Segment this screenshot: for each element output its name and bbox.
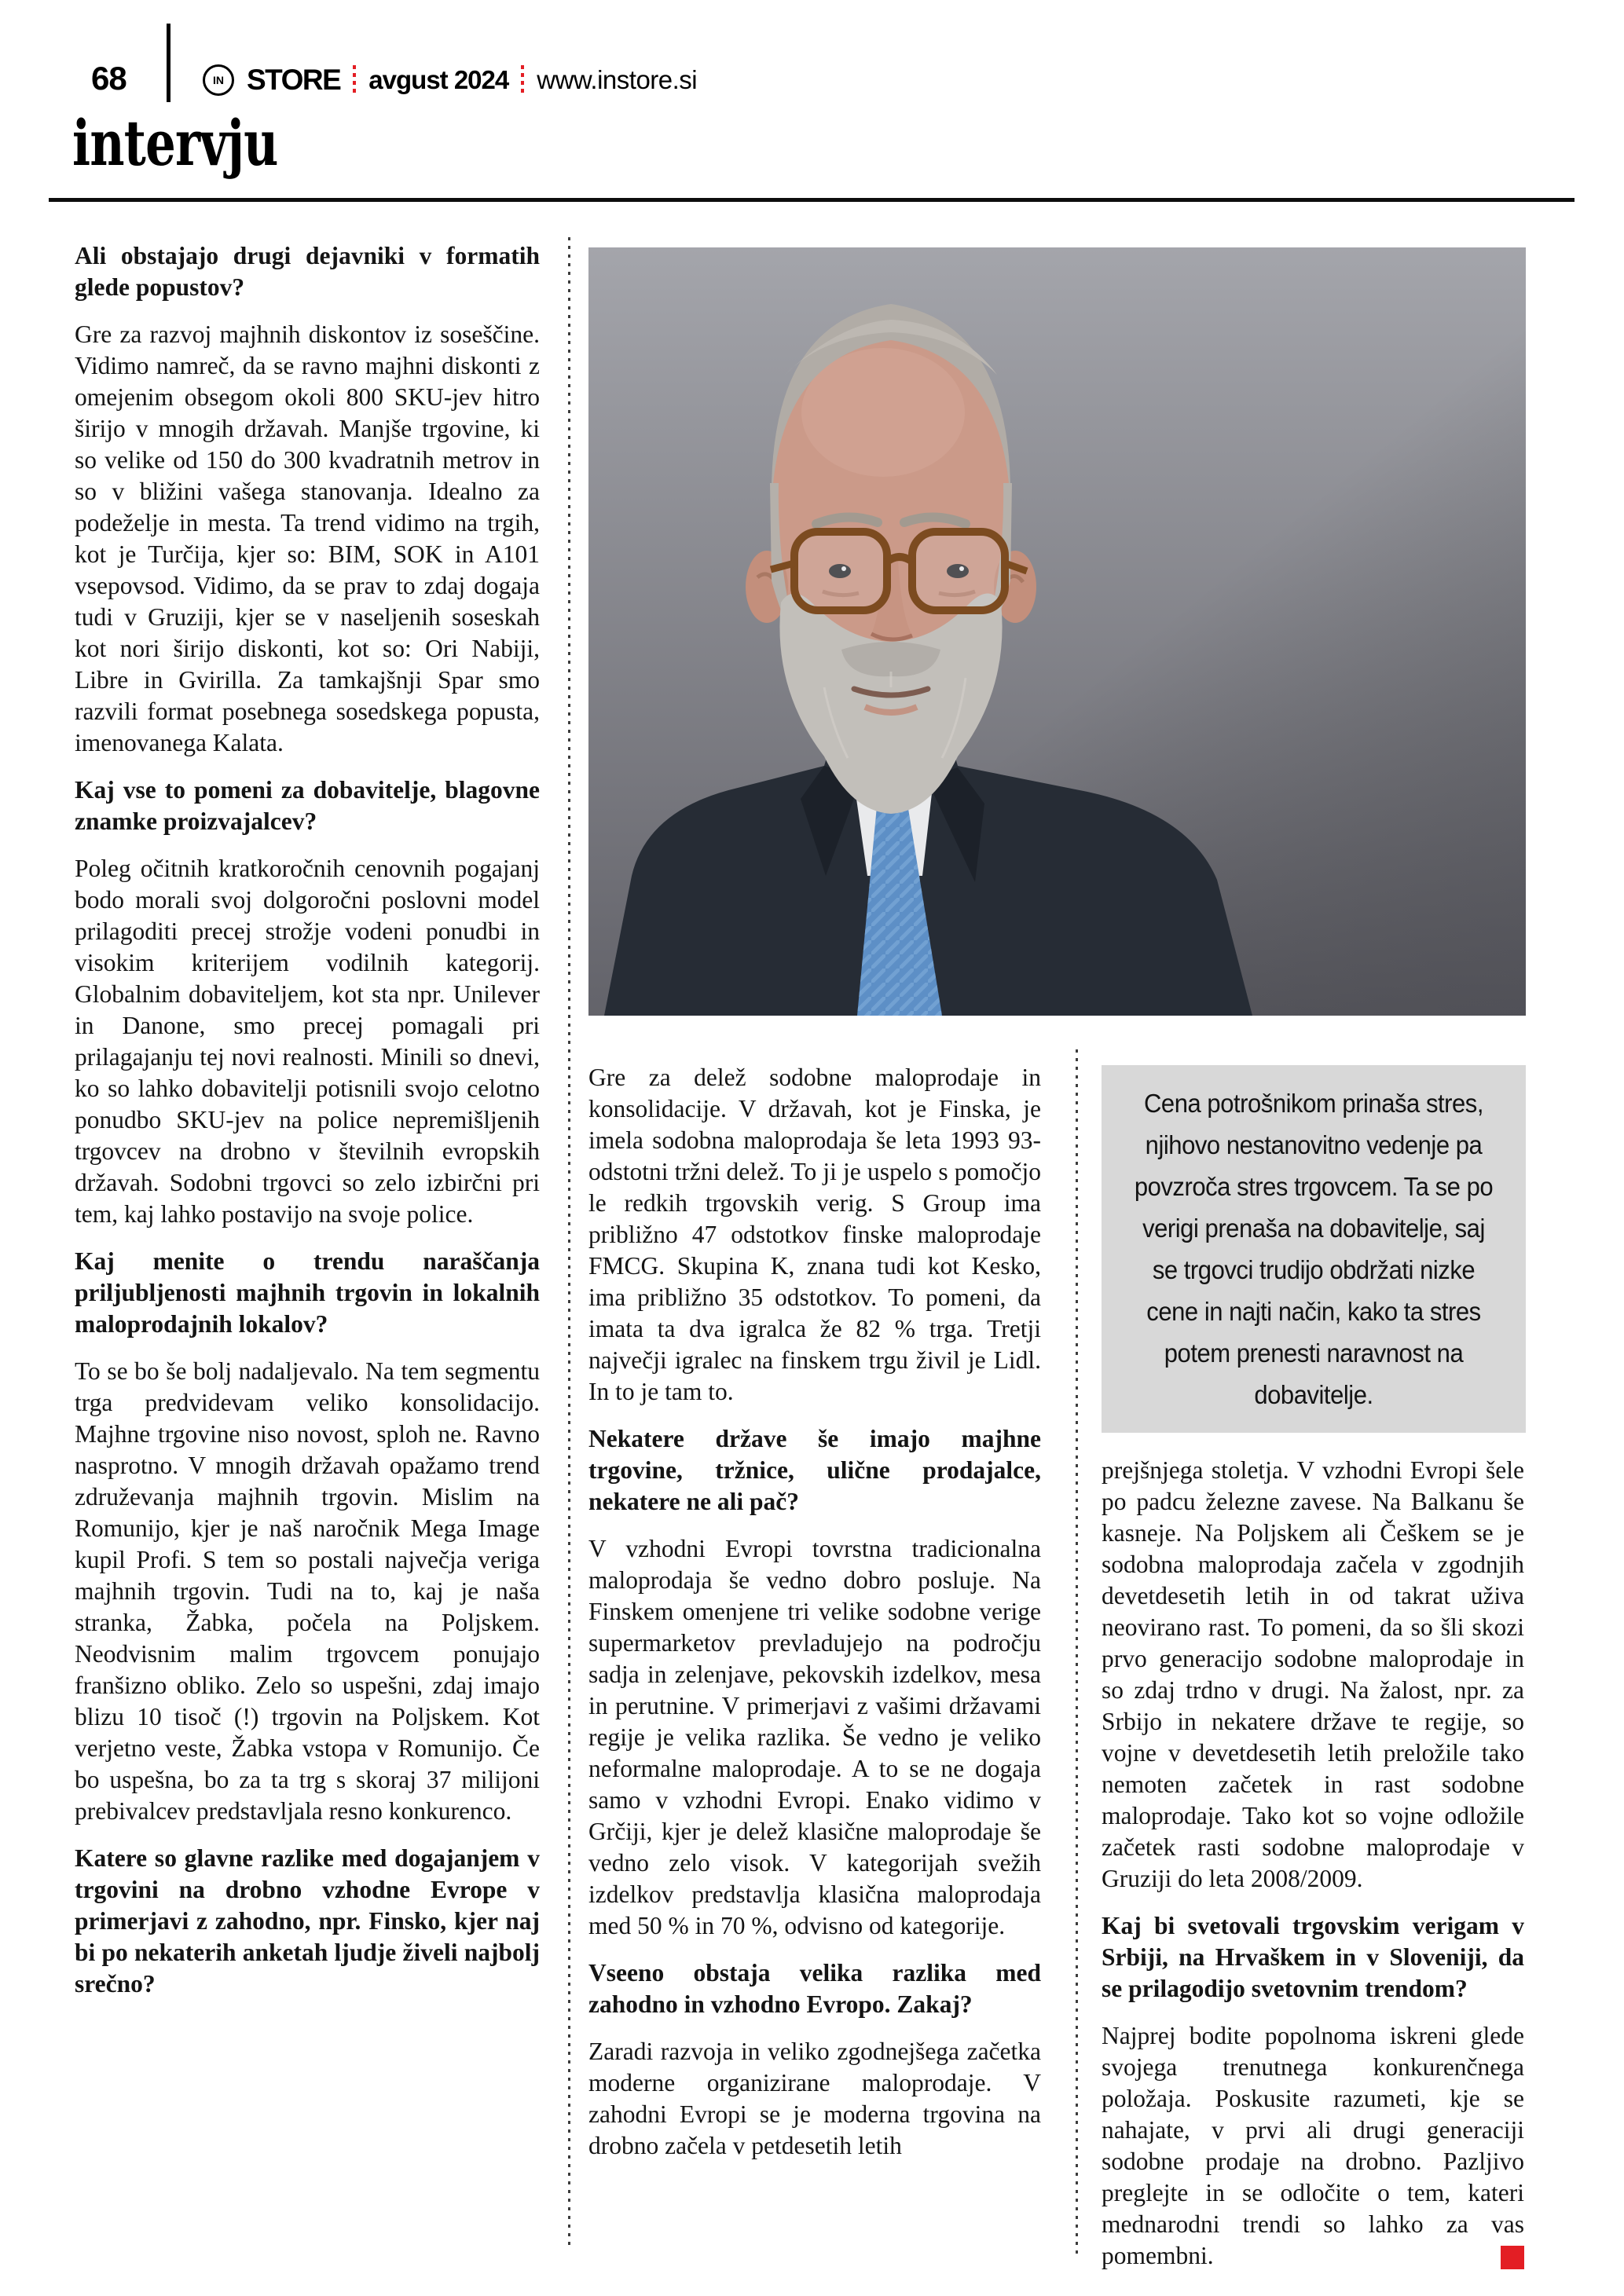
page-number: 68 (91, 60, 126, 97)
interview-question: Ali obstajajo drugi dejavniki v formatih glede popustov? (75, 242, 540, 301)
issue-date: avgust 2024 (368, 65, 509, 94)
pull-quote-box (1102, 1065, 1526, 1433)
interview-question: Kaj menite o trendu naraščanja priljubljenosti majhnih trgovin in lokalnih maloprodajnih lokalov? (75, 1247, 540, 1338)
article-column-3 (1102, 1455, 1524, 2287)
logo-mark-letters: IN (213, 74, 224, 86)
magazine-brand (203, 63, 697, 97)
interview-photo (588, 247, 1526, 1016)
interview-answer: Gre za razvoj majhnih diskontov iz soseščine. Vidimo namreč, da se ravno majhni diskonti z omejenim obsegom okoli 800 SKU-jev hitro širijo v mnogih državah. Manjše trgovine, ki so velike od 150 do 300 kvadratnih metrov in so v bližini vašega stanovanja. Idealno za podeželje in mesta. Ta trend vidimo na trgih, kot je Turčija, kjer so: BIM, SOK in A101 vsepovsod. Vidimo, da se prav to zdaj dogaja tudi v Gruziji, kjer se v naseljenih soseskah kot nori širijo diskonti, kot so: Ori Nabiji, Libre in Gvirilla. Za tamkajšnji Spar smo razvili format posebnega sosedskega popusta, imenovanega Kalata. (75, 320, 540, 756)
article-end-mark (1501, 2246, 1524, 2269)
interview-question: Nekatere države še imajo majhne trgovine, tržnice, ulične prodajalce, nekatere ne ali pač? (588, 1425, 1041, 1515)
header-rule (49, 198, 1575, 202)
portrait-illustration (588, 247, 1526, 1016)
website-url: www.instore.si (537, 65, 698, 94)
interview-answer: V vzhodni Evropi tovrstna tradicionalna maloprodaja še vedno dobro posluje. Na Finskem omenjene tri velike sodobne verige supermarketov prevladujejo na področju sadja in zelenjave, pekovskih izdelkov, mesa in perutnine. V primerjavi z vašimi državami regije je velika razlika. Še vedno je veliko neformalne maloprodaje. A to se ne dogaja samo v vzhodni Evropi. Enako vidimo v Grčiji, kjer je delež klasične maloprodaje še vedno zelo visok. V kategorijah svežih izdelkov predstavlja klasična maloprodaja med 50 % in 70 %, odvisno od kategorije. (588, 1535, 1041, 1939)
header-divider-bar (167, 24, 170, 102)
red-dotted-separator-icon (521, 65, 524, 95)
pull-quote-text: Cena potrošnikom prinaša stres, njihovo nestanovitno vedenje pa povzroča stres trgovcem. Ta se po verigi prenaša na dobavitelje, saj se trgovci trudijo obdržati nizke cene in najti način, kako ta stres potem prenesti naravnost na dobavitelje. (1134, 1089, 1494, 1409)
interview-question: Vseeno obstaja velika razlika med zahodno in vzhodno Evropo. Zakaj? (588, 1959, 1041, 2018)
section-title: intervju (72, 106, 278, 180)
interview-question: Katere so glavne razlike med dogajanjem v trgovini na drobno vzhodne Evrope v primerjavi z zahodno, npr. Finsko, kjer naj bi po nekaterih anketah ljudje živeli najbolj srečno? (75, 1844, 540, 1998)
interview-question: Kaj vse to pomeni za dobavitelje, blagovne znamke proizvajalcev? (75, 776, 540, 835)
interview-answer: Zaradi razvoja in veliko zgodnejšega začetka moderne organizirane maloprodaje. V zahodni Evropi se je moderna trgovina na drobno začela v petdesetih letih (588, 2038, 1041, 2159)
article-column-2 (588, 1062, 1041, 2177)
interview-answer: To se bo še bolj nadaljevalo. Na tem segmentu trga predvidevam veliko konsolidacijo. Majhne trgovine niso novost, sploh ne. Ravno nasprotno. V mnogih državah opažamo trend združevanja majhnih trgovin. Mislim na Romunijo, kjer je naš naročnik Mega Image kupil Profi. S tem so postali največja veriga majhnih trgovin. Tudi na to, kaj je naša stranka, Žabka, počela na Poljskem. Neodvisnim malim trgovcem ponujajo franšizno obliko. Zelo so uspešni, zdaj imajo blizu 10 tisoč (!) trgovin na Poljskem. Kot verjetno veste, Žabka vstopa v Romunijo. Če bo uspešna, bo za ta trg s skoraj 37 milijoni prebivalcev predstavljala resno konkurenco. (75, 1357, 540, 1825)
brand-name: STORE (247, 64, 341, 96)
column-separator (1076, 1049, 1078, 2255)
column-separator (568, 237, 570, 2245)
interview-answer: Gre za delež sodobne maloprodaje in konsolidacije. V državah, kot je Finska, je imela sodobna maloprodaja še leta 1993 93-odstotni tržni delež. To ji je uspelo s pomočjo le redkih trgovskih verig. S Group ima približno 47 odstotkov finske maloprodaje FMCG. Skupina K, znana tudi kot Kesko, ima približno 35 odstotkov. To pomeni, da imata ta dva igralca že 82 % trga. Tretji največji igralec na finskem trgu živil je Lidl. In to je tam to. (588, 1064, 1041, 1405)
interview-answer: prejšnjega stoletja. V vzhodni Evropi šele po padcu železne zavese. Na Balkanu še kasneje. Na Poljskem ali Češkem se je sodobna maloprodaja začela v zgodnjih devetdesetih letih in od takrat uživa neovirano rast. To pomeni, da so šli skozi prvo generacijo sodobne maloprodaje in so zdaj trdno v drugi. Na žalost, npr. za Srbijo in nekatere države te regije, so vojne v devetdesetih letih preložile tako nemoten začetek in rast sodobne maloprodaje. Tako kot so vojne odložile začetek rasti sodobne maloprodaje v Gruziji do leta 2008/2009. (1102, 1456, 1524, 1892)
instore-logo-icon (203, 64, 234, 96)
red-dotted-separator-icon (353, 65, 356, 95)
interview-question: Kaj bi svetovali trgovskim verigam v Srbiji, na Hrvaškem in v Sloveniji, da se prilagodijo svetovnim trendom? (1102, 1912, 1524, 2002)
interview-answer: Poleg očitnih kratkoročnih cenovnih pogajanj bodo morali svoj dolgoročni poslovni model prilagoditi precej strožje vodeni ponudbi in visokim kriterijem vodilnih kategorij. Globalnim dobaviteljem, kot sta npr. Unilever in Danone, smo precej pomagali pri prilagajanju tej novi realnosti. Minili so dnevi, ko so lahko dobavitelji potisnili svojo celotno ponudbo SKU-jev na police nepremišljenih trgovcev na drobno v številnih evropskih državah. Sodobni trgovci so zelo izbirčni pri tem, kaj lahko postavijo na svoje police. (75, 855, 540, 1228)
article-column-1 (75, 236, 540, 2016)
interview-answer: Najprej bodite popolnoma iskreni glede svojega trenutnega konkurenčnega položaja. Poskusite razumeti, kje se nahajate, v prvi ali drugi generaciji sodobne prodaje na drobno. Pazljivo preglejte in se odločite o tem, kateri mednarodni trendi so lahko za vas pomembni. (1102, 2022, 1524, 2269)
